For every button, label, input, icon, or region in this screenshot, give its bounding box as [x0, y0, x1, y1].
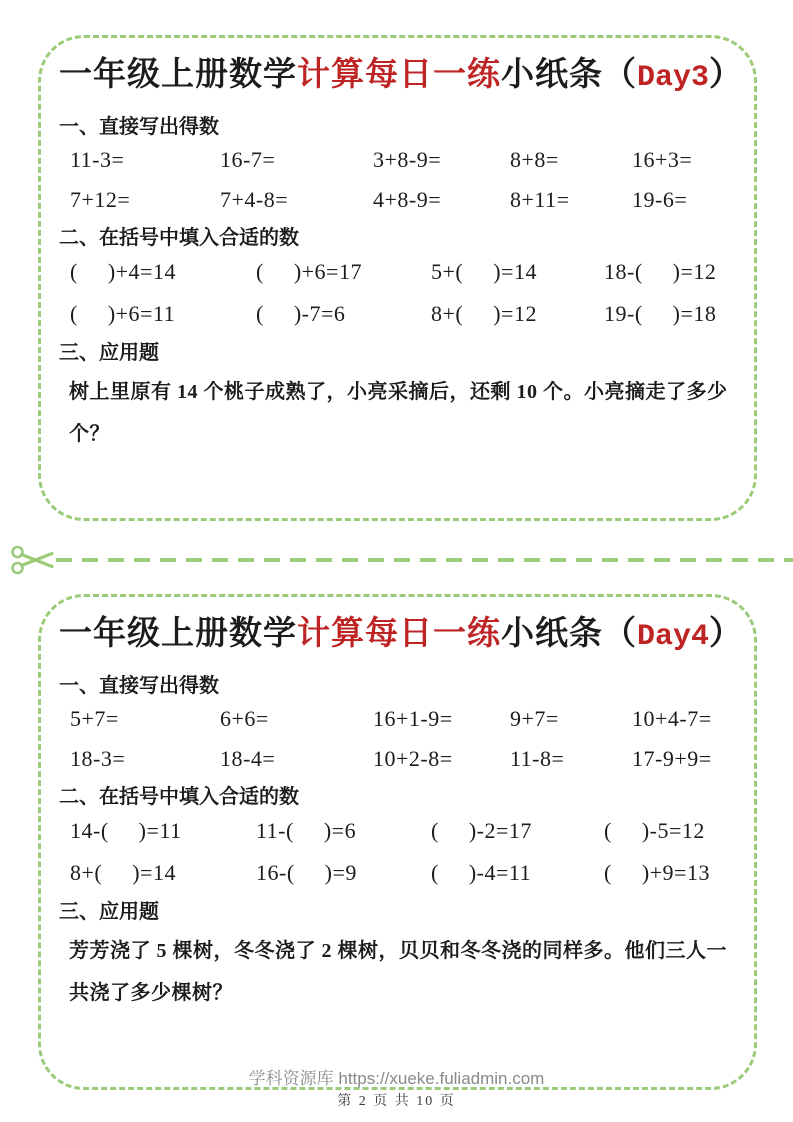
equation: 16+1-9= [373, 706, 453, 731]
equation: 9+7= [510, 706, 559, 731]
section1-heading: 一、直接写出得数 [59, 116, 219, 138]
equation: 16-7= [220, 147, 276, 172]
word-problem: 树上里原有 14 个桃子成熟了，小亮采摘后，还剩 10 个。小亮摘走了多少个？ [69, 381, 728, 445]
equation: ( )-2=17 [431, 818, 532, 843]
section3-heading: 三、应用题 [59, 901, 159, 923]
equation: ( )-4=11 [431, 860, 532, 885]
equation: 11-3= [70, 147, 125, 172]
title-text: 小纸条（ [501, 57, 637, 93]
equation: 4+8-9= [373, 187, 442, 212]
equation-row [70, 810, 736, 852]
equation: 19-( )=18 [604, 301, 717, 326]
equation: ( )-7=6 [256, 301, 346, 326]
equation: 3+8-9= [373, 147, 442, 172]
word-problem: 芳芳浇了 5 棵树，冬冬浇了 2 棵树，贝贝和冬冬浇的同样多。他们三人一共浇了多少棵树？ [69, 940, 727, 1004]
equation: 11-8= [510, 746, 565, 771]
page-title [59, 611, 744, 660]
equation: ( )+4=14 [70, 259, 176, 284]
equation: 10+2-8= [373, 746, 453, 771]
equation: 17-9+9= [632, 746, 712, 771]
section2-heading: 二、在括号中填入合适的数 [59, 786, 299, 808]
equation: 8+( )=12 [431, 301, 537, 326]
equation: 18-3= [70, 746, 126, 771]
worksheet-card-day3 [38, 35, 757, 521]
equation-row [70, 180, 736, 220]
equation: 5+( )=14 [431, 259, 537, 284]
equation: 18-( )=12 [604, 259, 717, 284]
equation-row [70, 140, 736, 180]
title-text: 一年级上册数学 [59, 57, 297, 93]
title-highlight: 计算每日一练 [297, 57, 501, 93]
equation: ( )+9=13 [604, 860, 710, 885]
footer-site-text: 学科资源库 https://xueke.fuliadmin.com [248, 1069, 545, 1088]
equation: 14-( )=11 [70, 818, 182, 843]
equation: 8+11= [510, 187, 570, 212]
section1-heading: 一、直接写出得数 [59, 675, 219, 697]
equation: 7+12= [70, 187, 131, 212]
section2-heading: 二、在括号中填入合适的数 [59, 227, 299, 249]
worksheet-card-day4 [38, 594, 757, 1090]
title-day-label: Day3 [637, 61, 710, 95]
equation: ( )+6=11 [70, 301, 176, 326]
dashed-cut-line [56, 558, 793, 562]
equation-row [70, 293, 736, 335]
title-text: ） [709, 616, 744, 652]
equation: 8+( )=14 [70, 860, 176, 885]
equation-row [70, 251, 736, 293]
title-day-label: Day4 [637, 620, 710, 654]
title-text: 小纸条（ [501, 616, 637, 652]
equation: ( )-5=12 [604, 818, 705, 843]
page-title [59, 52, 744, 101]
equation: 5+7= [70, 706, 119, 731]
scissors-icon [10, 543, 56, 577]
equation-row [70, 739, 736, 779]
equation: 6+6= [220, 706, 269, 731]
equation: 11-( )=6 [256, 818, 357, 843]
equation: 18-4= [220, 746, 276, 771]
equation: ( )+6=17 [256, 259, 362, 284]
equation: 16+3= [632, 147, 693, 172]
section3-heading: 三、应用题 [59, 342, 159, 364]
title-highlight: 计算每日一练 [297, 616, 501, 652]
equation: 19-6= [632, 187, 688, 212]
equation: 10+4-7= [632, 706, 712, 731]
equation: 16-( )=9 [256, 860, 357, 885]
equation-row [70, 852, 736, 894]
equation: 8+8= [510, 147, 559, 172]
title-text: 一年级上册数学 [59, 616, 297, 652]
equation-row [70, 699, 736, 739]
title-text: ） [709, 57, 744, 93]
footer-page-number: 第 2 页 共 10 页 [337, 1094, 456, 1109]
equation: 7+4-8= [220, 187, 289, 212]
